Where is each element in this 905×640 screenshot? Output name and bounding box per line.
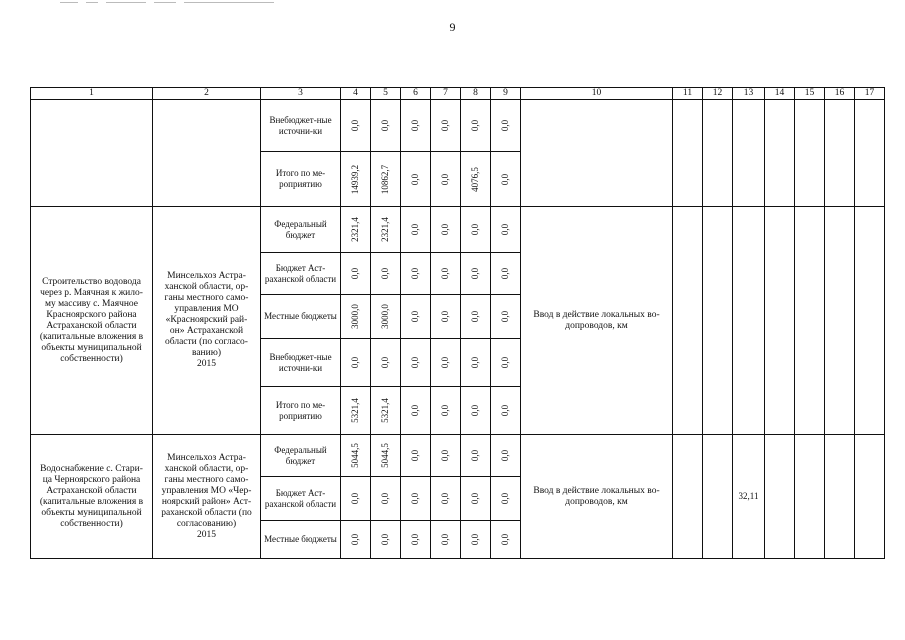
value-cell: 0,0	[371, 100, 401, 152]
value-cell: 0,0	[461, 295, 491, 339]
col-header-13: 13	[733, 88, 765, 100]
funding-source: Федеральный бюджет	[261, 207, 341, 253]
value-cell: 0,0	[491, 339, 521, 387]
col-header-5: 5	[371, 88, 401, 100]
value-cell: 0,0	[491, 521, 521, 559]
value-cell: 0,0	[461, 387, 491, 435]
value-cell: 0,0	[461, 207, 491, 253]
empty-cell	[733, 207, 765, 435]
value-cell: 5044,5	[371, 435, 401, 477]
value-cell: 0,0	[491, 207, 521, 253]
value-cell: 0,0	[371, 339, 401, 387]
value-cell: 10862,7	[371, 152, 401, 207]
value-cell: 5321,4	[371, 387, 401, 435]
col-header-10: 10	[521, 88, 673, 100]
value-cell: 0,0	[431, 477, 461, 521]
value-cell: 0,0	[431, 207, 461, 253]
value-cell: 0,0	[341, 521, 371, 559]
col-header-12: 12	[703, 88, 733, 100]
col-header-3: 3	[261, 88, 341, 100]
value-cell: 0,0	[491, 387, 521, 435]
value-cell: 0,0	[401, 253, 431, 295]
funding-source: Бюджет Аст-раханской области	[261, 253, 341, 295]
funding-source: Внебюджет-ные источни-ки	[261, 100, 341, 152]
col-header-8: 8	[461, 88, 491, 100]
value-cell: 0,0	[371, 521, 401, 559]
col-header-4: 4	[341, 88, 371, 100]
empty-cell	[703, 435, 733, 559]
empty-cell	[703, 100, 733, 207]
funding-table	[30, 87, 885, 559]
funding-source: Местные бюджеты	[261, 521, 341, 559]
empty-cell	[825, 207, 855, 435]
value-cell: 0,0	[401, 152, 431, 207]
table-row	[31, 100, 885, 152]
value-cell: 0,0	[401, 477, 431, 521]
value-cell: 0,0	[461, 435, 491, 477]
measure-description: Водоснабжение с. Стари- ца Черноярского района Астраханской области (капитальные вложения в объекты муниципальной собственности)	[31, 435, 153, 559]
value-cell: 0,0	[491, 253, 521, 295]
funding-source: Итого по ме-роприятию	[261, 387, 341, 435]
empty-cell	[703, 207, 733, 435]
value-cell: 0,0	[491, 477, 521, 521]
funding-source: Федеральный бюджет	[261, 435, 341, 477]
value-cell: 0,0	[491, 295, 521, 339]
value-cell: 0,0	[431, 253, 461, 295]
value-cell: 0,0	[461, 521, 491, 559]
block0-description-cell	[31, 100, 153, 207]
value-cell: 0,0	[461, 100, 491, 152]
value-cell: 2321,4	[341, 207, 371, 253]
value-cell: 0,0	[401, 295, 431, 339]
empty-cell	[673, 435, 703, 559]
col-header-6: 6	[401, 88, 431, 100]
value-cell: 0,0	[491, 435, 521, 477]
value-cell: 2321,4	[371, 207, 401, 253]
empty-cell	[825, 435, 855, 559]
value-cell: 0,0	[431, 339, 461, 387]
funding-source: Бюджет Аст-раханской области	[261, 477, 341, 521]
table-row	[31, 435, 885, 477]
col-header-11: 11	[673, 88, 703, 100]
value-cell: 0,0	[341, 253, 371, 295]
value-cell: 0,0	[431, 295, 461, 339]
value-cell: 5321,4	[341, 387, 371, 435]
executor-description: Минсельхоз Астра- ханской области, ор- ганы местного само- управления МО «Красноярский рай- он» Астраханской области (по согласо- ванию) 2015	[153, 207, 261, 435]
value-cell: 0,0	[371, 477, 401, 521]
empty-cell	[855, 435, 885, 559]
empty-cell	[765, 100, 795, 207]
value-cell: 0,0	[401, 207, 431, 253]
empty-cell	[673, 207, 703, 435]
empty-cell	[765, 435, 795, 559]
empty-cell	[765, 207, 795, 435]
col-header-1: 1	[31, 88, 153, 100]
value-cell: 0,0	[401, 100, 431, 152]
value-cell: 0,0	[491, 100, 521, 152]
value-cell: 0,0	[491, 152, 521, 207]
funding-source: Местные бюджеты	[261, 295, 341, 339]
value-cell: 0,0	[341, 100, 371, 152]
column-number-row	[31, 88, 885, 100]
value-cell: 0,0	[431, 100, 461, 152]
empty-cell	[733, 100, 765, 207]
top-scan-marks	[60, 2, 360, 3]
empty-cell	[855, 207, 885, 435]
col-header-14: 14	[765, 88, 795, 100]
col-header-16: 16	[825, 88, 855, 100]
value-cell: 0,0	[401, 435, 431, 477]
value-cell: 0,0	[401, 521, 431, 559]
block0-executor-cell	[153, 100, 261, 207]
value-cell: 3000,0	[371, 295, 401, 339]
value-cell: 0,0	[431, 387, 461, 435]
block0-result-cell	[521, 100, 673, 207]
result-indicator: Ввод в действие локальных во- допроводов, км	[521, 435, 673, 559]
empty-cell	[673, 100, 703, 207]
page-number: 9	[449, 20, 456, 34]
col-header-7: 7	[431, 88, 461, 100]
value-cell: 0,0	[431, 521, 461, 559]
executor-description: Минсельхоз Астра- ханской области, ор- ганы местного само- управления МО «Чер- ноярский район» Аст- раханской области (по согласованию) 2015	[153, 435, 261, 559]
value-cell: 0,0	[431, 435, 461, 477]
funding-source: Итого по ме-роприятию	[261, 152, 341, 207]
measure-description: Строительство водовода через р. Маячная к жило- му массиву с. Маячное Красноярского района Астраханской области (капитальные вложения в объекты муниципальной собственности)	[31, 207, 153, 435]
empty-cell	[825, 100, 855, 207]
value-cell: 0,0	[461, 477, 491, 521]
value-cell: 0,0	[371, 253, 401, 295]
value-cell: 0,0	[431, 152, 461, 207]
value-cell: 0,0	[461, 339, 491, 387]
value-cell: 0,0	[401, 339, 431, 387]
col-header-2: 2	[153, 88, 261, 100]
result-indicator: Ввод в действие локальных во- допроводов, км	[521, 207, 673, 435]
value-cell: 0,0	[461, 253, 491, 295]
value-cell: 14939,2	[341, 152, 371, 207]
col-header-15: 15	[795, 88, 825, 100]
col-header-17: 17	[855, 88, 885, 100]
empty-cell	[795, 435, 825, 559]
funding-source: Внебюджет-ные источни-ки	[261, 339, 341, 387]
table-row	[31, 207, 885, 253]
empty-cell	[855, 100, 885, 207]
value-cell: 0,0	[401, 387, 431, 435]
value-cell: 3000,0	[341, 295, 371, 339]
value-cell: 5044,5	[341, 435, 371, 477]
value-cell: 0,0	[341, 339, 371, 387]
value-cell: 0,0	[341, 477, 371, 521]
col-header-9: 9	[491, 88, 521, 100]
empty-cell	[795, 100, 825, 207]
value-cell: 4076,5	[461, 152, 491, 207]
empty-cell	[795, 207, 825, 435]
target-value-cell: 32,11	[733, 435, 765, 559]
